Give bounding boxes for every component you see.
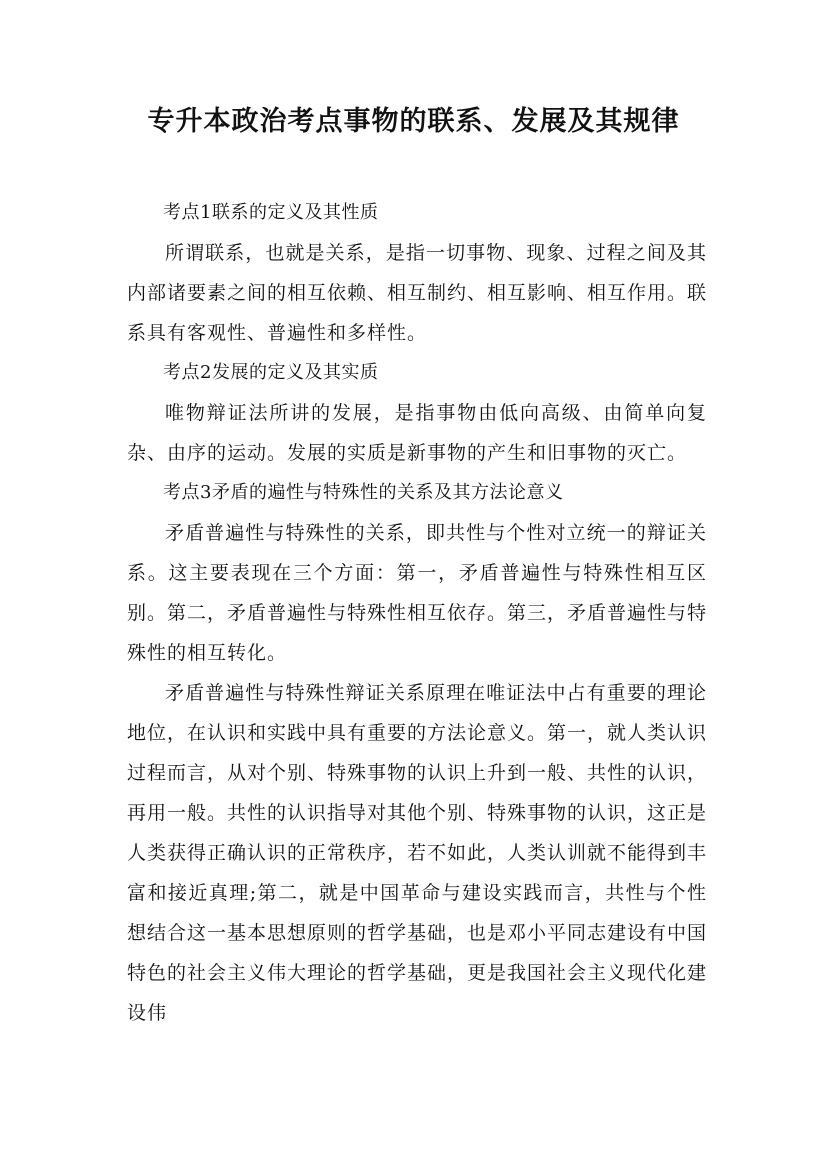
document-body <box>127 193 707 1033</box>
section-heading: 考点3矛盾的遍性与特殊性的关系及其方法论意义 <box>163 482 564 503</box>
paragraph: 矛盾普遍性与特殊性辩证关系原理在唯证法中占有重要的理论地位，在认识和实践中具有重要的方法论意义。第一，就人类认识过程而言，从对个别、特殊事物的认识上升到一般、共性的认识，再用一般。共性的认识指导对其他个别、特殊事物的认识，这正是人类获得正确认识的正常秩序，若不如此，人类认训就不能得到丰富和接近真理;第二，就是中国革命与建设实践而言，共性与个性想结合这一基本思想原则的哲学基础，也是邓小平同志建设有中国特色的社会主义伟大理论的哲学基础，更是我国社会主义现代化建设伟 <box>127 682 708 1024</box>
document-title: 专升本政治考点事物的联系、发展及其规律 <box>147 106 680 137</box>
paragraph: 矛盾普遍性与特殊性的关系，即共性与个性对立统一的辩证关系。这主要表现在三个方面：第一，矛盾普遍性与特殊性相互区别。第二，矛盾普遍性与特殊性相互依存。第三，矛盾普遍性与特殊性的相互转化。 <box>127 522 708 664</box>
paragraph: 唯物辩证法所讲的发展，是指事物由低向高级、由简单向复杂、由序的运动。发展的实质是新事物的产生和旧事物的灭亡。 <box>127 402 707 464</box>
section-heading: 考点1联系的定义及其性质 <box>163 202 379 223</box>
section-heading: 考点2发展的定义及其实质 <box>163 362 379 383</box>
paragraph: 所谓联系，也就是关系，是指一切事物、现象、过程之间及其内部诸要素之间的相互依赖、相互制约、相互影响、相互作用。联系具有客观性、普遍性和多样性。 <box>127 242 708 344</box>
